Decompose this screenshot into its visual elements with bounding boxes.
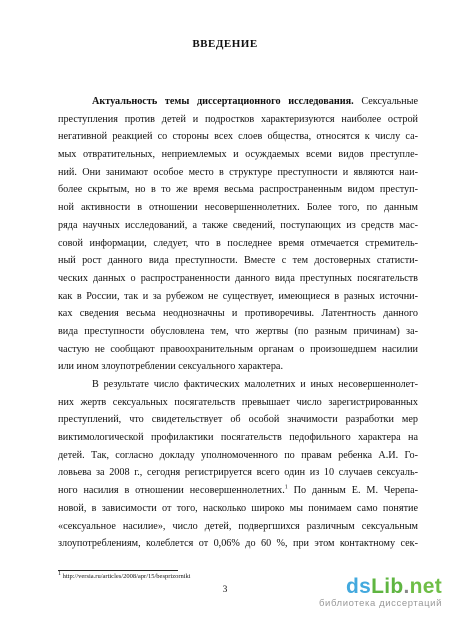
text-line: ный рост данного вида преступности. Вместе с тем достоверных статисти-	[58, 255, 418, 267]
text-line: ний. Они занимают особое место в структуре преступности и являются наи-	[58, 166, 418, 178]
text-line: злоупотреблениям, колеблется от 0,06% до 60 %, при этом контактному сек-	[58, 538, 418, 550]
text-line: более скрытым, но в то же время весьма распространенным видом преступ-	[58, 184, 418, 196]
text-line: мых отвратительных, неприемлемых и осуждаемых всеми видов преступле-	[58, 149, 418, 161]
watermark-logo: dsLib.net	[345, 575, 442, 598]
text-line: вида преступности обусловлена тем, что жертвы (по разным причинам) за-	[58, 325, 418, 337]
text-line: «сексуальное насилие», число детей, подвергшихся различным сексуальным	[58, 520, 418, 532]
text-line: ного насилия в отношении несовершеннолетних.$^1$ По данным Е. М. Черепа-	[58, 484, 418, 497]
page-title: ВВЕДЕНИЕ	[192, 38, 258, 50]
text-line: новой, в зависимости от того, насколько широко мы понимаем само понятие	[58, 502, 418, 514]
footnote-link[interactable]: http://versia.ru/articles/2008/apr/15/besprizorniki	[61, 573, 191, 580]
text-line: совой информации, следует, что в последнее время отмечается стремитель-	[58, 237, 418, 249]
text-line: ловьева за 2008 г., сегодня регистрируется всего один из 10 случаев сексуаль-	[58, 467, 418, 479]
text-line: детей. Так, согласно докладу уполномоченного по правам ребенка А.И. Го-	[58, 449, 418, 461]
text-line: ках сведения весьма неоднозначны и противоречивы. Латентность данного	[58, 308, 418, 320]
text-line: ряда научных исследований, а также сведений, поступающих из средств мас-	[58, 219, 418, 231]
watermark	[319, 576, 442, 610]
footnote-marker: 1	[58, 570, 61, 577]
text-line: ной активности в отношении несовершеннолетних. Более того, по данным	[58, 202, 418, 214]
watermark-tagline: библиотека диссертаций	[319, 598, 442, 609]
text-line: или ином злоупотреблении сексуального характера.	[58, 361, 283, 373]
footnote	[58, 570, 191, 581]
text-line: В результате число фактических малолетних и иных несовершеннолет-	[92, 379, 418, 390]
text-line: негативной реакцией со стороны всех слоев общества, относятся к числу са-	[58, 131, 418, 143]
text-line: Актуальность темы диссертационного исследования. Сексуальные	[92, 96, 418, 107]
text-line: преступлений, что свидетельствует об особой значимости разработки мер	[58, 414, 418, 426]
text-line: виктимологической профилактики посягательств педофильного характера на	[58, 432, 418, 444]
footnote-reference[interactable]: 1	[284, 484, 288, 491]
page-number: 3	[222, 585, 228, 595]
text-line: как в России, так и за рубежом не существует, имеющиеся в разных источни-	[58, 290, 418, 302]
text-line: преступления против детей и подростков характеризуются наиболее острой	[58, 113, 418, 125]
body-text	[58, 93, 418, 553]
text-line: ческих данных о распространенности данного вида преступных посягательств	[58, 272, 418, 284]
text-line: частую не сообщают правоохранительным органам о произошедшем насилии	[58, 343, 418, 355]
section-heading: Актуальность темы диссертационного исследования.	[92, 96, 354, 107]
text-line: них жертв сексуальных посягательств превышает число зарегистрированных	[58, 396, 418, 408]
footnote-divider	[58, 570, 178, 571]
